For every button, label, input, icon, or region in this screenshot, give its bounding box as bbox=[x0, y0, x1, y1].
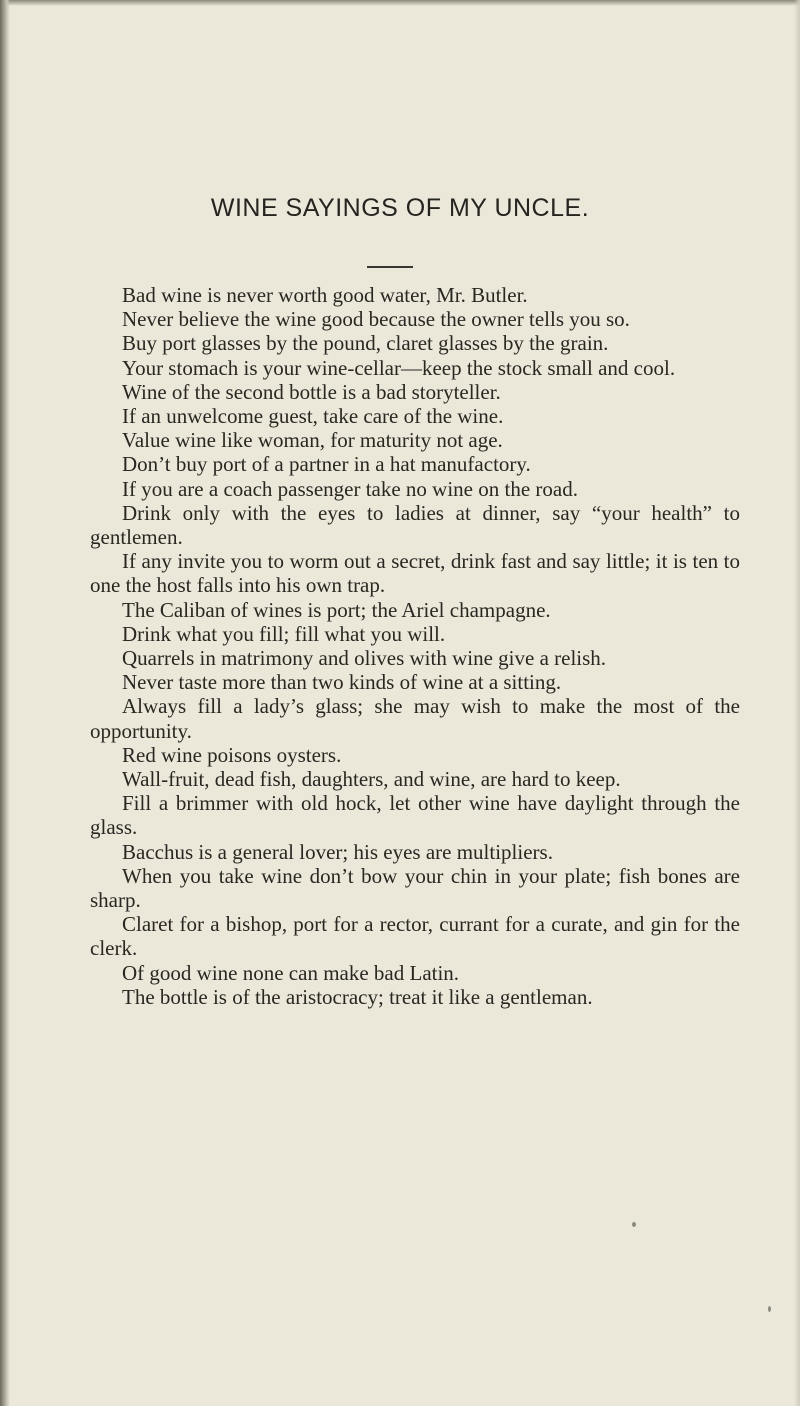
saying: Bacchus is a general lover; his eyes are multipliers. bbox=[122, 839, 553, 864]
saying: The bottle is of the aristocracy; treat it like a gentleman. bbox=[122, 984, 593, 1009]
saying: Fill a brimmer with old hock, let other wine have daylight through the glass. bbox=[90, 791, 740, 840]
page-title: WINE SAYINGS OF MY UNCLE. bbox=[210, 194, 590, 222]
paper-speck bbox=[632, 1222, 636, 1227]
saying: Drink what you fill; fill what you will. bbox=[122, 621, 446, 646]
saying: Quarrels in matrimony and olives with wine give a relish. bbox=[122, 646, 607, 671]
saying: Value wine like woman, for maturity not age. bbox=[122, 428, 503, 453]
saying: Red wine poisons oysters. bbox=[122, 742, 342, 767]
saying: If you are a coach passenger take no wine on the road. bbox=[122, 476, 578, 501]
saying: If any invite you to worm out a secret, drink fast and say little; it is ten to one the host falls into his own trap. bbox=[90, 549, 740, 598]
paper-speck bbox=[768, 1306, 771, 1312]
saying: Never believe the wine good because the owner tells you so. bbox=[122, 307, 630, 332]
saying: Of good wine none can make bad Latin. bbox=[122, 960, 460, 985]
page-top-edge bbox=[0, 0, 800, 6]
saying: Drink only with the eyes to ladies at dinner, say “your health” to gentlemen. bbox=[90, 500, 740, 550]
saying: Wall-fruit, dead fish, daughters, and wine, are hard to keep. bbox=[122, 767, 621, 792]
saying: Claret for a bishop, port for a rector, currant for a curate, and gin for the clerk. bbox=[90, 912, 740, 961]
saying: If an unwelcome guest, take care of the wine. bbox=[122, 404, 504, 429]
saying: Don’t buy port of a partner in a hat manufactory. bbox=[122, 452, 531, 477]
saying: Bad wine is never worth good water, Mr. Butler. bbox=[122, 283, 528, 307]
saying: The Caliban of wines is port; the Ariel champagne. bbox=[122, 597, 551, 622]
saying: Buy port glasses by the pound, claret glasses by the grain. bbox=[122, 331, 609, 356]
saying: Never taste more than two kinds of wine at a sitting. bbox=[122, 670, 562, 695]
saying: When you take wine don’t bow your chin in your plate; fish bones are sharp. bbox=[90, 863, 740, 913]
title-divider bbox=[367, 266, 413, 268]
saying: Wine of the second bottle is a bad storyteller. bbox=[122, 379, 501, 404]
saying: Always fill a lady’s glass; she may wish to make the most of the opportunity. bbox=[90, 694, 740, 743]
sayings-list bbox=[90, 283, 740, 1009]
saying: Your stomach is your wine-cellar—keep the stock small and cool. bbox=[122, 355, 676, 380]
